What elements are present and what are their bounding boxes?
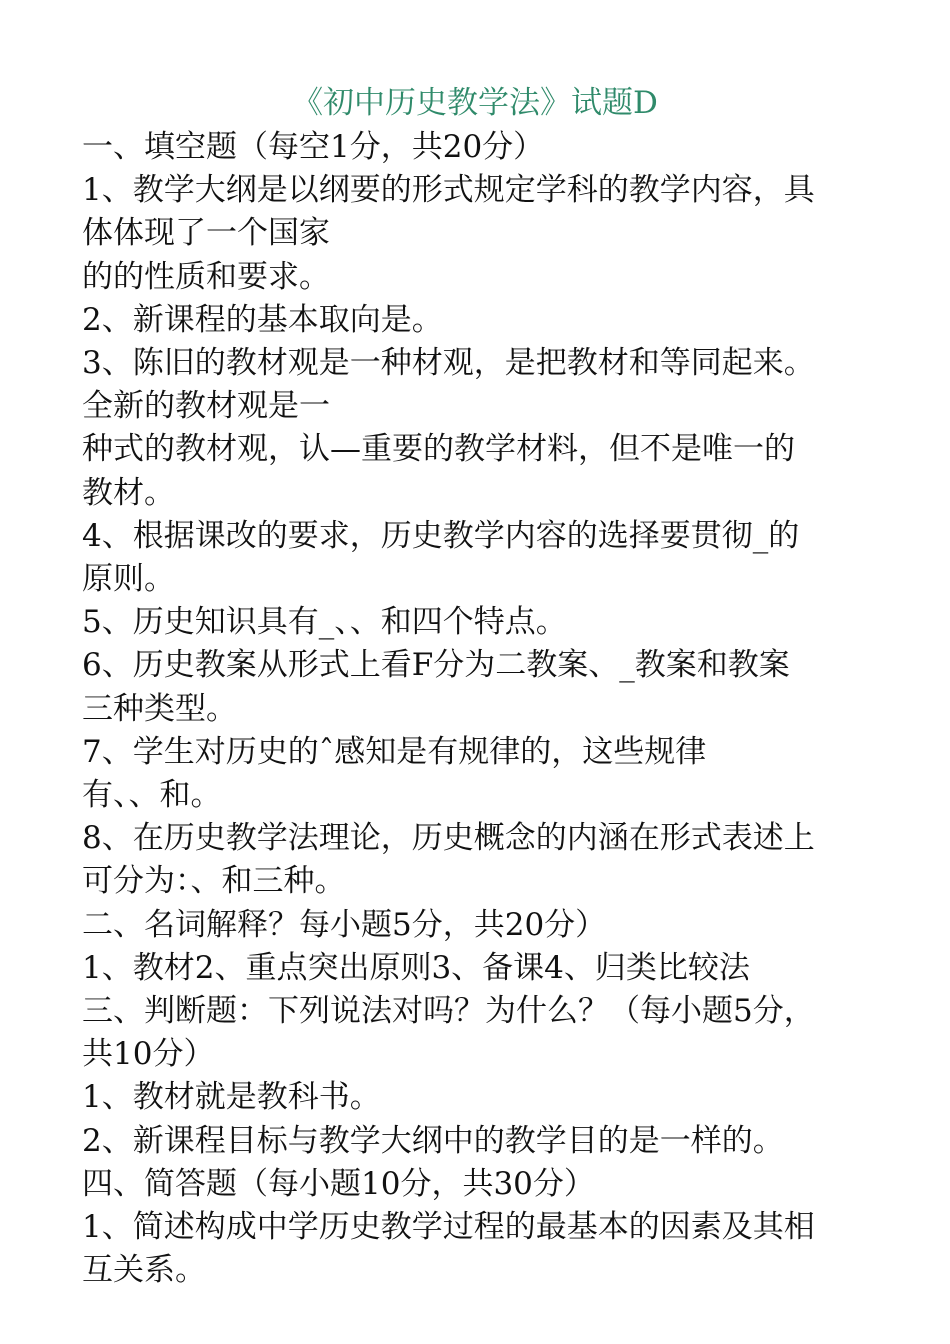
text-line: 2、新课程的基本取向是。 bbox=[82, 301, 443, 338]
text-line: 互关系。 bbox=[82, 1252, 206, 1289]
text-line: 1、教材就是教科书。 bbox=[82, 1079, 381, 1116]
text-line: 有、、和。 bbox=[82, 777, 222, 814]
text-line: 1、教学大纲是以纲要的形式规定学科的教学内容，具 bbox=[82, 172, 815, 209]
text-line: 1、简述构成中学历史教学过程的最基本的因素及其相 bbox=[82, 1209, 815, 1246]
text-line: 7、学生对历史的ˆ感知是有规律的，这些规律 bbox=[82, 733, 707, 770]
text-line: 5、历史知识具有_、、和四个特点。 bbox=[82, 604, 567, 641]
text-line: 共10分） bbox=[82, 1036, 215, 1073]
text-line: 原则。 bbox=[82, 561, 175, 598]
text-line: 4、根据课改的要求，历史教学内容的选择要贯彻_的 bbox=[82, 517, 800, 554]
section-heading-short-answer: 四、简答题（每小题10分，共30分） bbox=[82, 1165, 595, 1202]
text-line: 种式的教材观，认—重要的教学材料，但不是唯一的 bbox=[82, 431, 795, 468]
document-body bbox=[82, 126, 882, 1292]
section-heading-fill-blank: 一、填空题（每空1分，共20分） bbox=[82, 129, 545, 165]
text-line: 的的性质和要求。 bbox=[82, 258, 330, 295]
section-heading-terms: 二、名词解释？每小题5分，共20分） bbox=[82, 906, 607, 943]
text-line: 可分为：、和三种。 bbox=[82, 863, 346, 900]
text-line: 2、新课程目标与教学大纲中的教学目的是一样的。 bbox=[82, 1122, 784, 1159]
text-line: 教材。 bbox=[82, 474, 175, 511]
document-title: 《初中历史教学法》试题D bbox=[292, 85, 658, 121]
section-heading-judgement: 三、判断题：下列说法对吗？为什么？（每小题5分， bbox=[82, 993, 815, 1030]
text-line: 三种类型。 bbox=[82, 690, 237, 727]
text-line: 1、教材2、重点突出原则3、备课4、归类比较法 bbox=[82, 949, 750, 986]
text-line: 6、历史教案从形式上看F分为二教案、_教案和教案 bbox=[82, 647, 790, 684]
text-line: 体体现了一个国家 bbox=[82, 215, 330, 252]
text-line: 8、在历史教学法理论，历史概念的内涵在形式表述上 bbox=[82, 820, 815, 857]
text-line: 全新的教材观是一 bbox=[82, 388, 330, 425]
text-line: 3、陈旧的教材观是一种材观，是把教材和等同起来。 bbox=[82, 345, 815, 382]
